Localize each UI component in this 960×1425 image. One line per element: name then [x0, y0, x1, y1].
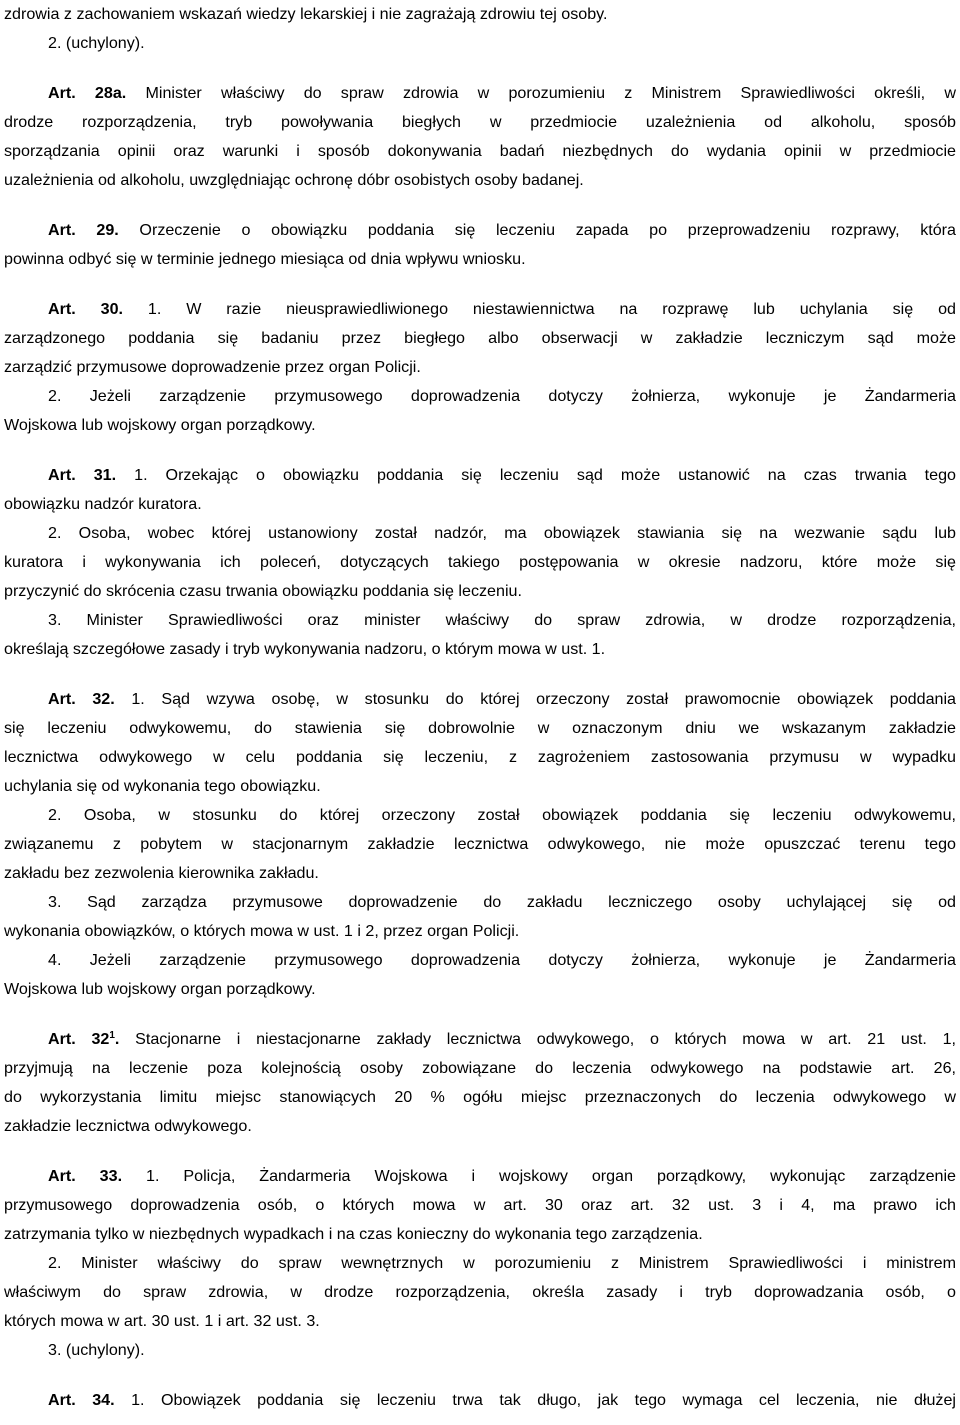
article-30: Art. 30. 1. W razie nieusprawiedliwionego niestawiennictwa na rozprawę lub uchylania się od: [48, 300, 957, 318]
text-line: wykonania obowiązków, o których mowa w ust. 1 i 2, przez organ Policji.: [4, 922, 520, 940]
text-line: określają szczegółowe zasady i tryb wykonywania nadzoru, o którym mowa w ust. 1.: [4, 640, 606, 658]
text-line: przymusowego doprowadzenia osób, o których mowa w art. 30 oraz art. 32 ust. 3 i 4, ma prawo ich: [4, 1196, 956, 1214]
text-line: sporządzania opinii oraz warunki i sposób dokonywania badań niezbędnych do wydania opinii w przedmiocie: [4, 142, 956, 160]
text-line: 2. Minister właściwy do spraw wewnętrznych w porozumieniu z Ministrem Sprawiedliwości i ministrem: [48, 1254, 956, 1272]
article-label: Art. 30.: [48, 300, 123, 318]
text-line: 3. Minister Sprawiedliwości oraz minister właściwy do spraw zdrowia, w drodze rozporządzenia,: [48, 611, 956, 629]
text-line: uchylania się od wykonania tego obowiązku.: [4, 777, 321, 795]
text-line: uzależnienia od alkoholu, uwzględniając ochronę dóbr osobistych osoby badanej.: [4, 171, 584, 189]
text-line: zakładu bez zezwolenia kierownika zakładu.: [4, 864, 319, 882]
text-line: właściwym do spraw zdrowia, w drodze rozporządzenia, określa zasady i tryb doprowadzania osób, o: [4, 1283, 956, 1301]
text-line: zdrowia z zachowaniem wskazań wiedzy lekarskiej i nie zagrażają zdrowiu tej osoby.: [4, 5, 608, 23]
article-label: Art. 32.: [48, 690, 115, 708]
text-line: 2. Osoba, wobec której ustanowiony został nadzór, ma obowiązek stawiania się na wezwanie sądu lub: [48, 524, 956, 542]
article-label: Art. 34.: [48, 1391, 115, 1409]
article-33: Art. 33. 1. Policja, Żandarmeria Wojskowa i wojskowy organ porządkowy, wykonując zarządzenie: [48, 1167, 956, 1185]
text-line: 3. (uchylony).: [48, 1341, 145, 1359]
article-label: Art. 31.: [48, 466, 117, 484]
text-line: 2. Jeżeli zarządzenie przymusowego doprowadzenia dotyczy żołnierza, wykonuje je Żandarmeria: [48, 387, 956, 405]
article-label: Art. $32^1$.: [48, 1030, 120, 1048]
article-31: Art. 31. 1. Orzekając o obowiązku poddania się leczeniu sąd może ustanowić na czas trwania tego: [48, 466, 957, 484]
article-label: Art. 29.: [48, 221, 119, 239]
article-32-1: Art. $32^1$. Stacjonarne i niestacjonarne zakłady lecznictwa odwykowego, o których mowa w art. 21 ust. 1,: [48, 1030, 956, 1048]
text-line: zarządzonego poddania się badaniu przez biegłego albo obserwacji w zakładzie leczniczym sąd może: [4, 329, 956, 347]
text-line: się leczeniu odwykowemu, do stawienia się dobrowolnie w oznaczonym dniu we wskazanym zakładzie: [4, 719, 956, 737]
text-line: zarządzić przymusowe doprowadzenie przez organ Policji.: [4, 358, 421, 376]
text-line: lecznictwa odwykowego w celu poddania się leczeniu, z zagrożeniem zastosowania przymusu w wypadku: [4, 748, 956, 766]
superscript: 1: [109, 1030, 115, 1041]
text-line: przyjmują na leczenie poza kolejnością osoby zobowiązane do leczenia odwykowego na podstawie art. 26,: [4, 1059, 956, 1077]
text-line: których mowa w art. 30 ust. 1 i art. 32 ust. 3.: [4, 1312, 320, 1330]
article-34: Art. 34. 1. Obowiązek poddania się leczeniu trwa tak długo, jak tego wymaga cel leczenia, nie dłużej: [48, 1391, 957, 1409]
text-line: powinna odbyć się w terminie jednego miesiąca od dnia wpływu wniosku.: [4, 250, 526, 268]
text-line: Wojskowa lub wojskowy organ porządkowy.: [4, 980, 316, 998]
text-line: związanemu z pobytem w stacjonarnym zakładzie lecznictwa odwykowego, nie może opuszczać terenu tego: [4, 835, 956, 853]
text-line: 2. Osoba, w stosunku do której orzeczony został obowiązek poddania się leczeniu odwykowemu,: [48, 806, 956, 824]
text-line: drodze rozporządzenia, tryb powoływania biegłych w przedmiocie uzależnienia od alkoholu, sposób: [4, 113, 956, 131]
text-line: zakładzie lecznictwa odwykowego.: [4, 1117, 252, 1135]
text-line: 2. (uchylony).: [48, 34, 145, 52]
article-29: Art. 29. Orzeczenie o obowiązku poddania się leczeniu zapada po przeprowadzeniu rozprawy, która: [48, 221, 956, 239]
article-label: Art. 33.: [48, 1167, 123, 1185]
article-32: Art. 32. 1. Sąd wzywa osobę, w stosunku do której orzeczony został prawomocnie obowiązek poddania: [48, 690, 956, 708]
article-label: Art. 28a.: [48, 84, 127, 102]
text-line: zatrzymania tylko w niezbędnych wypadkach i na czas konieczny do wykonania tego zarządzenia.: [4, 1225, 703, 1243]
text-line: Wojskowa lub wojskowy organ porządkowy.: [4, 416, 316, 434]
text-line: kuratora i wykonywania ich poleceń, dotyczących takiego postępowania w okresie nadzoru, które może się: [4, 553, 956, 571]
text-line: 4. Jeżeli zarządzenie przymusowego doprowadzenia dotyczy żołnierza, wykonuje je Żandarmeria: [48, 951, 956, 969]
article-28a: Art. 28a. Minister właściwy do spraw zdrowia w porozumieniu z Ministrem Sprawiedliwości określi, w: [48, 84, 956, 102]
text-line: obowiązku nadzór kuratora.: [4, 495, 202, 513]
text-line: przyczynić do skrócenia czasu trwania obowiązku poddania się leczeniu.: [4, 582, 522, 600]
text-line: 3. Sąd zarządza przymusowe doprowadzenie do zakładu leczniczego osoby uchylającej się od: [48, 893, 956, 911]
text-line: do wykorzystania limitu miejsc stanowiących 20 % ogółu miejsc przeznaczonych do leczenia odwykowego w: [4, 1088, 956, 1106]
